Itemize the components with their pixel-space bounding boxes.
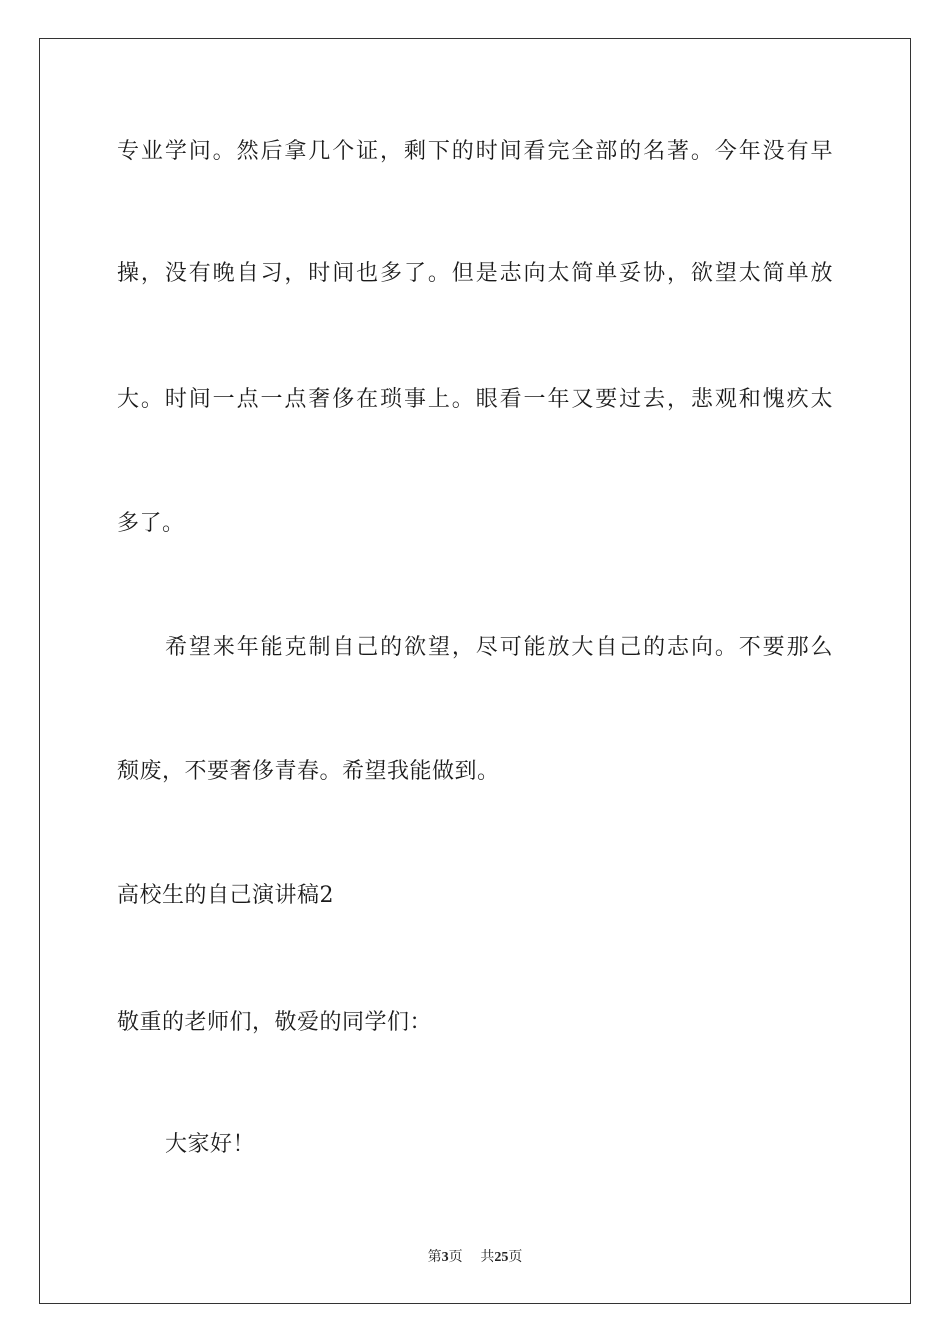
page-footer [0, 1247, 950, 1268]
body-text-line: 操，没有晚自习，时间也多了。但是志向太简单妥协，欲望太简单放 [117, 261, 833, 286]
total-suffix: 页 [508, 1249, 523, 1265]
page-prefix: 第 [427, 1249, 442, 1265]
page-suffix: 页 [448, 1249, 463, 1265]
section-heading: 高校生的自己演讲稿2 [117, 883, 334, 908]
page-number: 3 [441, 1250, 449, 1265]
paragraph-text-line: 希望来年能克制自己的欲望，尽可能放大自己的志向。不要那么 [165, 635, 833, 660]
page-border [39, 38, 911, 1304]
total-prefix: 共 [480, 1249, 495, 1265]
body-text-line: 多了。 [117, 511, 185, 536]
greeting-line: 大家好！ [165, 1132, 256, 1157]
body-text-line: 专业学问。然后拿几个证，剩下的时间看完全部的名著。今年没有早 [117, 139, 833, 164]
total-pages: 25 [494, 1250, 509, 1265]
salutation-line: 敬重的老师们，敬爱的同学们： [117, 1010, 433, 1035]
body-text-line: 颓废，不要奢侈青春。希望我能做到。 [117, 759, 500, 784]
body-text-line: 大。时间一点一点奢侈在琐事上。眼看一年又要过去，悲观和愧疚太 [117, 387, 833, 412]
